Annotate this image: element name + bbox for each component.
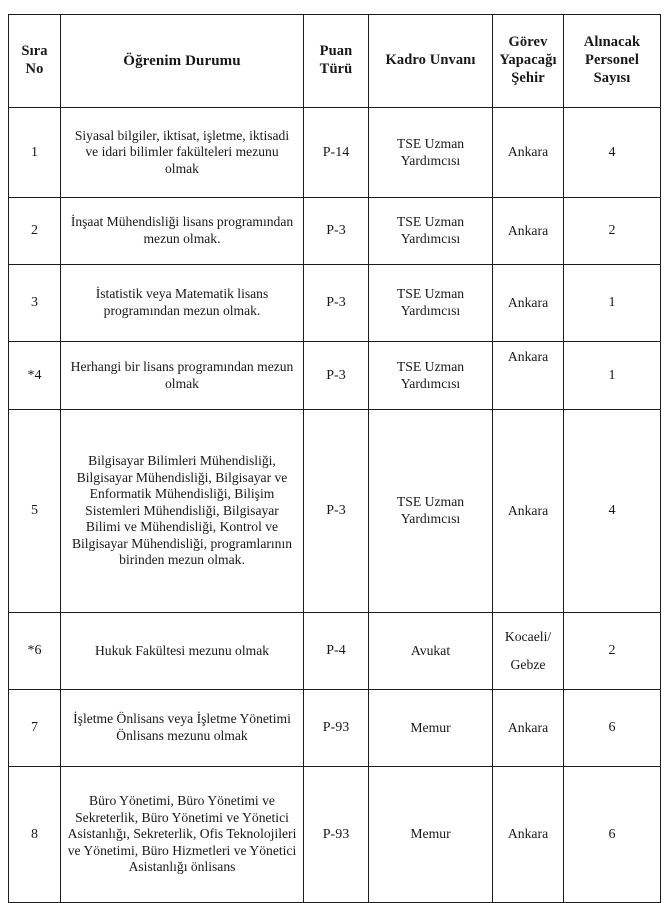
cell-kadro-unvani-line2: Yardımcısı — [400, 511, 461, 526]
cell-gorev-sehir-line1: Kocaeli/ — [504, 628, 552, 644]
cell-gorev-sehir: Ankara — [493, 767, 564, 903]
cell-sira-no: 7 — [9, 690, 61, 767]
cell-kadro-unvani-line2: Yardımcısı — [400, 303, 461, 318]
cell-sira-no: 5 — [9, 410, 61, 613]
column-header-sira-no-line1: Sıra — [21, 43, 48, 60]
cell-kadro-unvani-line1: TSE Uzman — [396, 214, 465, 230]
cell-kadro-unvani — [369, 767, 493, 903]
cell-puan-turu: P-93 — [304, 690, 369, 767]
column-header-gorev-sehir-line1: Görev — [508, 34, 548, 51]
column-header-alinacak-personel — [564, 15, 661, 108]
cell-kadro-unvani-line1: TSE Uzman — [396, 135, 465, 151]
cell-alinacak-personel: 2 — [564, 613, 661, 690]
column-header-sira-no — [9, 15, 61, 108]
cell-sira-no: 2 — [9, 198, 61, 265]
cell-kadro-unvani-line2: Yardımcısı — [400, 231, 461, 246]
column-header-alinacak-personel-line2: Personel — [585, 52, 639, 69]
table-row — [9, 767, 661, 903]
recruitment-table — [8, 14, 661, 903]
column-header-gorev-sehir — [493, 15, 564, 108]
cell-kadro-unvani-line1: Memur — [410, 719, 451, 735]
cell-kadro-unvani — [369, 342, 493, 410]
cell-alinacak-personel: 4 — [564, 410, 661, 613]
table-row — [9, 613, 661, 690]
cell-puan-turu: P-3 — [304, 342, 369, 410]
column-header-alinacak-personel-line3: Sayısı — [593, 69, 631, 86]
cell-kadro-unvani — [369, 265, 493, 342]
table-row — [9, 265, 661, 342]
cell-kadro-unvani — [369, 690, 493, 767]
column-header-alinacak-personel-line1: Alınacak — [583, 34, 641, 51]
column-header-puan-turu-line1: Puan — [319, 43, 353, 60]
column-header-gorev-sehir-line2: Yapacağı — [499, 52, 557, 69]
table-header-row — [9, 15, 661, 108]
cell-ogrenim-durumu: İnşaat Mühendisliği lisans programından mezun olmak. — [61, 198, 304, 265]
cell-gorev-sehir: Ankara — [493, 342, 564, 410]
cell-puan-turu: P-3 — [304, 265, 369, 342]
cell-gorev-sehir: Ankara — [493, 265, 564, 342]
column-header-puan-turu-line2: Türü — [319, 61, 353, 77]
column-header-gorev-sehir-line3: Şehir — [511, 69, 545, 86]
cell-sira-no: *6 — [9, 613, 61, 690]
cell-ogrenim-durumu: Herhangi bir lisans programından mezun olmak — [61, 342, 304, 410]
cell-kadro-unvani-line1: TSE Uzman — [396, 286, 465, 302]
cell-alinacak-personel: 4 — [564, 108, 661, 198]
table-row — [9, 690, 661, 767]
cell-puan-turu: P-93 — [304, 767, 369, 903]
table-header — [9, 15, 661, 108]
column-header-sira-no-line2: No — [25, 61, 44, 77]
table-row — [9, 108, 661, 198]
column-header-kadro-unvani — [369, 15, 493, 108]
cell-gorev-sehir: Ankara — [493, 410, 564, 613]
cell-kadro-unvani — [369, 108, 493, 198]
column-header-ogrenim-durumu — [61, 15, 304, 108]
cell-kadro-unvani-line1: Memur — [410, 826, 451, 842]
table-row — [9, 342, 661, 410]
cell-kadro-unvani — [369, 410, 493, 613]
cell-kadro-unvani — [369, 198, 493, 265]
cell-sira-no: 1 — [9, 108, 61, 198]
cell-gorev-sehir: Ankara — [493, 690, 564, 767]
cell-alinacak-personel: 2 — [564, 198, 661, 265]
cell-kadro-unvani-line1: Avukat — [410, 642, 451, 658]
cell-alinacak-personel: 6 — [564, 767, 661, 903]
cell-ogrenim-durumu: Siyasal bilgiler, iktisat, işletme, iktisadi ve idari bilimler fakülteleri mezunu olmak — [61, 108, 304, 198]
cell-sira-no: *4 — [9, 342, 61, 410]
table-row — [9, 198, 661, 265]
cell-kadro-unvani-line2: Yardımcısı — [400, 375, 461, 391]
cell-ogrenim-durumu: İşletme Önlisans veya İşletme Yönetimi Önlisans mezunu olmak — [61, 690, 304, 767]
column-header-kadro-unvani-line1: Kadro Unvanı — [385, 52, 476, 69]
table-row — [9, 410, 661, 613]
cell-kadro-unvani-line2: Yardımcısı — [400, 152, 461, 168]
cell-sira-no: 3 — [9, 265, 61, 342]
table-body — [9, 108, 661, 903]
cell-puan-turu: P-3 — [304, 198, 369, 265]
cell-ogrenim-durumu: İstatistik veya Matematik lisans programından mezun olmak. — [61, 265, 304, 342]
cell-sira-no: 8 — [9, 767, 61, 903]
cell-alinacak-personel: 1 — [564, 342, 661, 410]
cell-puan-turu: P-3 — [304, 410, 369, 613]
cell-alinacak-personel: 1 — [564, 265, 661, 342]
cell-kadro-unvani-line1: TSE Uzman — [396, 358, 465, 374]
cell-alinacak-personel: 6 — [564, 690, 661, 767]
cell-ogrenim-durumu: Büro Yönetimi, Büro Yönetimi ve Sekreterlik, Büro Yönetimi ve Yönetici Asistanlığı, Sekreterlik, Ofis Teknolojileri ve Yönetimi, Büro Hizmetleri ve Yönetici Asistanlığı önlisans — [61, 767, 304, 903]
column-header-puan-turu — [304, 15, 369, 108]
cell-gorev-sehir — [493, 613, 564, 690]
cell-kadro-unvani — [369, 613, 493, 690]
cell-gorev-sehir-line2: Gebze — [510, 656, 546, 672]
cell-puan-turu: P-14 — [304, 108, 369, 198]
cell-gorev-sehir: Ankara — [493, 198, 564, 265]
cell-kadro-unvani-line1: TSE Uzman — [396, 494, 465, 510]
cell-ogrenim-durumu: Bilgisayar Bilimleri Mühendisliği, Bilgisayar Mühendisliği, Bilgisayar ve Enformatik Mühendisliği, Bilişim Sistemleri Mühendisliği, Bilgisayar Bilimi ve Mühendisliği, Kontrol ve Bilgisayar Mühendisliği, programlarının birinden mezun olmak. — [61, 410, 304, 613]
cell-ogrenim-durumu: Hukuk Fakültesi mezunu olmak — [61, 613, 304, 690]
cell-puan-turu: P-4 — [304, 613, 369, 690]
column-header-ogrenim-durumu-line1: Öğrenim Durumu — [123, 52, 241, 69]
cell-gorev-sehir: Ankara — [493, 108, 564, 198]
